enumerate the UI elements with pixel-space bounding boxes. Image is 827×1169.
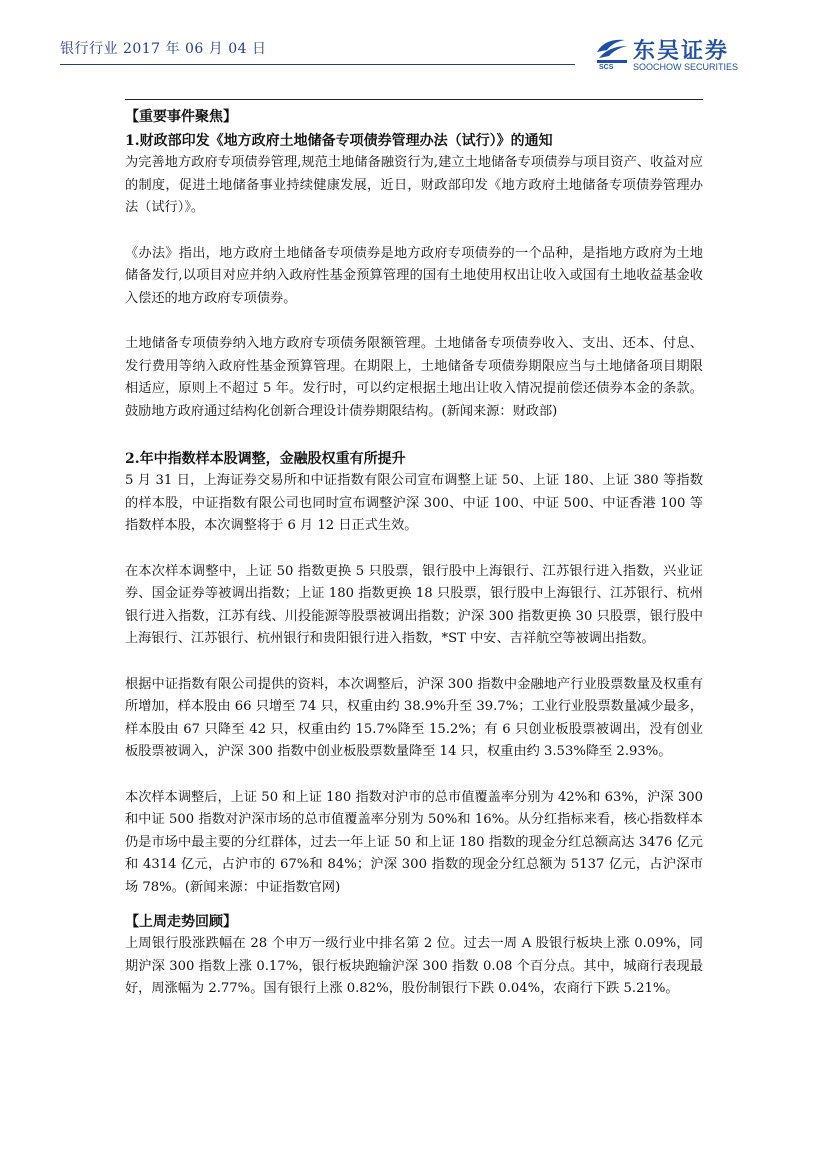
page-header — [60, 34, 768, 78]
section-heading-review: 【上周走势回顾】 — [125, 914, 237, 930]
paragraph: 《办法》指出，地方政府土地储备专项债券是地方政府专项债券的一个品种，是指地方政府为土地储备发行,以项目对应并纳入政府性基金预算管理的国有土地使用权出让收入或国有土地收益基金收入偿还的地方政府专项债券。 — [125, 245, 703, 306]
logo-mark: SCS — [599, 64, 614, 71]
paragraph: 在本次样本调整中，上证 50 指数更换 5 只股票，银行股中上海银行、江苏银行进入指数，兴业证券、国金证券等被调出指数；上证 180 指数更换 18 只股票，银行股中上海银行、江苏银行、杭州银行进入指数，江苏有线、川投能源等股票被调出指数；沪深 300 指数更换 30 只股票，银行股中上海银行、江苏银行、杭州银行和贵阳银行进入指数，*ST 中安、吉祥航空等被调出指数。 — [125, 563, 703, 646]
paragraph: 根据中证指数有限公司提供的资料，本次调整后，沪深 300 指数中金融地产行业股票数量及权重有所增加，样本股由 66 只增至 74 只，权重由约 38.9%升至 39.7%；工业行业股票数量减少最多，样本股由 67 只降至 42 只，权重由约 15.7%降至 15.2%；有 6 只创业板股票被调出，没有创业板股票被调入，沪深 300 指数中创业板股票数量降至 14 只，权重由约 3.53%降至 2.93%。 — [125, 676, 703, 759]
paragraph: 土地储备专项债券纳入地方政府专项债务限额管理。土地储备专项债券收入、支出、还本、付息、发行费用等纳入政府性基金预算管理。在期限上，土地储备专项债券期限应当与土地储备项目期限相适应，原则上不超过 5 年。发行时，可以约定根据土地出让收入情况提前偿还债券本金的条款。鼓励地方政府通过结构化创新合理设计债券期限结构。(新闻来源：财政部) — [125, 336, 703, 419]
news-item-title: 2.年中指数样本股调整，金融股权重有所提升 — [125, 451, 406, 467]
paragraph: 5 月 31 日，上海证券交易所和中证指数有限公司宣布调整上证 50、上证 180、上证 380 等指数的样本股，中证指数有限公司也同时宣布调整沪深 300、中证 100、中证 500、中证香港 100 等指数样本股，本次调整将于 6 月 12 日正式生效。 — [125, 473, 703, 533]
report-body — [125, 99, 703, 1001]
paragraph: 为完善地方政府专项债券管理,规范土地储备融资行为,建立土地储备专项债券与项目资产、收益对应的制度，促进土地储备事业持续健康发展，近日，财政部印发《地方政府土地储备专项债券管理办法（试行）》。 — [125, 155, 703, 215]
section-heading-events: 【重要事件聚焦】 — [125, 109, 237, 125]
report-meta: 银行行业 2017 年 06 月 04 日 — [60, 41, 267, 57]
company-logo — [595, 34, 767, 76]
paragraph: 本次样本调整后，上证 50 和上证 180 指数对沪市的总市值覆盖率分别为 42%和 63%，沪深 300 和中证 500 指数对沪深市场的总市值覆盖率分别为 50%和 16%。从分红指标来看，核心指数样本仍是市场中最主要的分红群体，过去一年上证 50 和上证 180 指数的现金分红总额高达 3476 亿元和 4314 亿元，占沪市的 67%和 84%；沪深 300 指数的现金分红总额为 5137 亿元，占沪深市场 78%。(新闻来源：中证指数官网) — [125, 789, 703, 895]
soochow-logo-icon — [595, 36, 629, 64]
header-rule — [60, 64, 575, 65]
paragraph: 上周银行股涨跌幅在 28 个申万一级行业中排名第 2 位。过去一周 A 股银行板块上涨 0.09%，同期沪深 300 指数上涨 0.17%，银行板块跑输沪深 300 指数 0.08 个百分点。其中，城商行表现最好，周涨幅为 2.77%。国有银行上涨 0.82%，股份制银行下跌 0.04%，农商行下跌 5.21%。 — [125, 936, 703, 996]
logo-name-en: SOOCHOW SECURITIES — [633, 62, 739, 72]
news-item-title: 1.财政部印发《地方政府土地储备专项债券管理办法（试行）》的通知 — [125, 133, 553, 149]
logo-name-cn: 东吴证券 — [633, 39, 730, 64]
